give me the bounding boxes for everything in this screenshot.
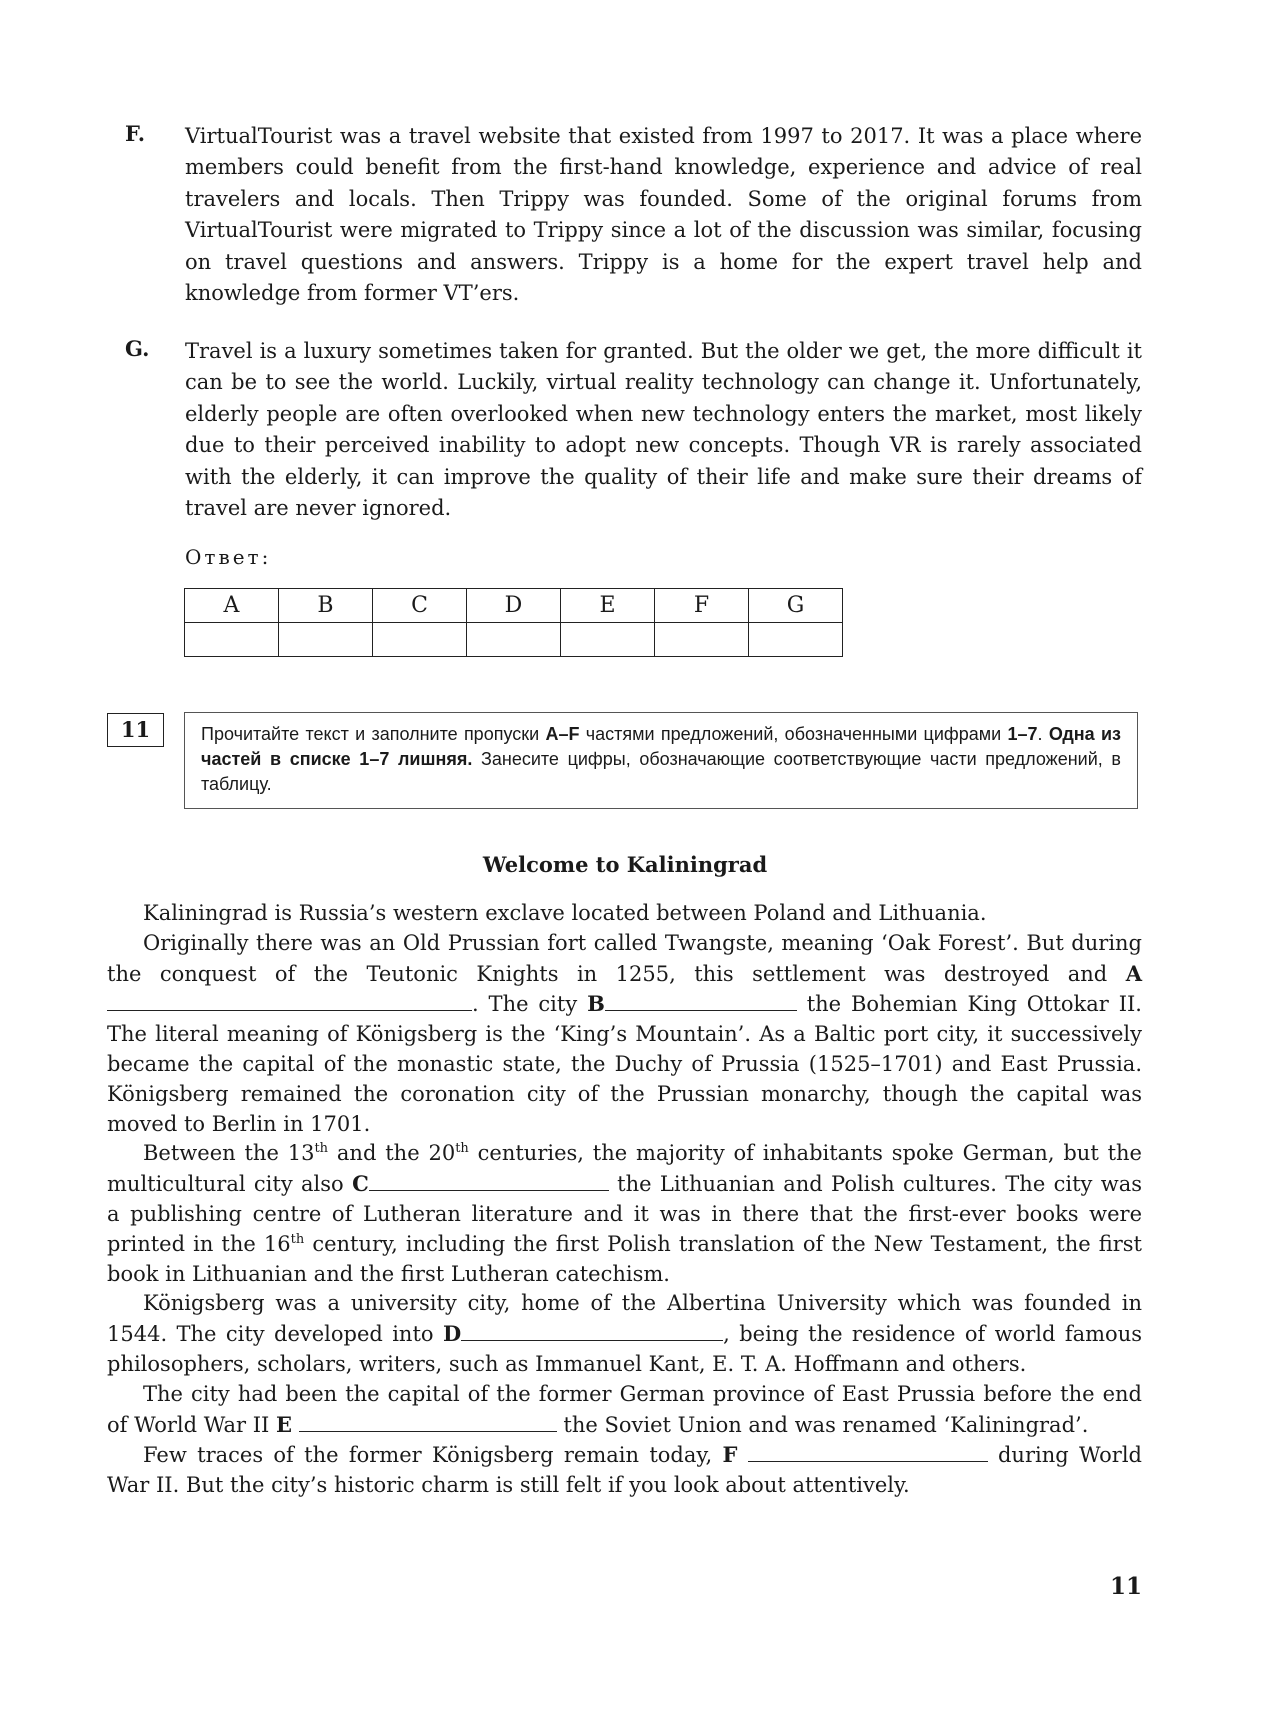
article-paragraph-6 <box>107 1440 1142 1501</box>
text-run: centuries, the majority of inhabitants spoke German, but the multicultural city also <box>107 1141 1142 1197</box>
answer-input-cell[interactable] <box>467 623 561 657</box>
instr-text: Занесите цифры, обозначающие соответствующие части предложений, в таблицу. <box>201 749 1121 794</box>
paragraph-letter-g: G. <box>125 336 150 361</box>
text-run: . The city <box>472 992 588 1017</box>
gap-blank-e[interactable] <box>299 1411 557 1432</box>
text-run: , being the residence of world famous philosophers, scholars, writers, such as Immanuel Kant, E. T. A. Hoffmann and others. <box>107 1322 1142 1376</box>
gap-letter-a: A <box>1125 960 1142 986</box>
gap-letter-d: D <box>442 1321 462 1347</box>
answer-input-cell[interactable] <box>185 623 279 657</box>
gap-letter-c: C <box>352 1171 369 1197</box>
task-number-box: 11 <box>107 713 164 747</box>
gap-blank-d[interactable] <box>461 1320 723 1341</box>
text-run: The city had been the capital of the former German province of East Prussia before the end of World War II <box>107 1381 1142 1437</box>
instr-bold-range: A–F <box>545 724 580 744</box>
answer-header-cell: C <box>373 589 467 623</box>
page-number: 11 <box>1109 1573 1142 1600</box>
text-run: Originally there was an Old Prussian fort called Twangste, meaning ‘Oak Forest’. But during the conquest of the Teutonic Knights in 1255, this settlement was destroyed and <box>107 930 1142 986</box>
instr-text: . <box>1037 724 1049 744</box>
instr-bold-note: Одна из частей в списке 1–7 лишняя. <box>201 724 1121 769</box>
text-run: and the 20 <box>328 1141 456 1166</box>
answer-header-cell: G <box>749 589 843 623</box>
text-run: the Soviet Union and was renamed ‘Kaliningrad’. <box>556 1412 1089 1437</box>
gap-letter-e: E <box>276 1411 293 1437</box>
article-paragraph-1: Kaliningrad is Russia’s western exclave located between Poland and Lithuania. <box>143 901 987 925</box>
text-run: the Lithuanian and Polish cultures. The city was a publishing centre of Lutheran literature and it was in there that the first-ever books were printed in the 16 <box>107 1172 1143 1256</box>
answer-header-cell: E <box>561 589 655 623</box>
paragraph-f-text: VirtualTourist was a travel website that existed from 1997 to 2017. It was a place where members could benefit from the first-hand knowledge, experience and advice of real travelers and locals. Then Trippy was founded. Some of the original forums from VirtualTourist were migrated to Trippy since a lot of the discussion was similar, focusing on travel questions and answers. Trippy is a home for the expert travel help and knowledge from former VT’ers. <box>185 124 1142 306</box>
answer-input-cell[interactable] <box>373 623 467 657</box>
text-run: Königsberg was a university city, home of the Albertina University which was founded in 1544. The city developed into <box>107 1291 1142 1347</box>
article-paragraph-4 <box>107 1289 1142 1379</box>
answer-table-input-row[interactable] <box>185 623 843 657</box>
answer-header-cell: B <box>279 589 373 623</box>
task-instructions <box>184 712 1138 809</box>
gap-blank-b[interactable] <box>605 990 797 1011</box>
instr-text: Прочитайте текст и заполните пропуски <box>201 724 546 744</box>
answer-table <box>184 588 843 657</box>
text-run: the Bohemian King Ottokar II. The literal meaning of Königsberg is the ‘King’s Mountain’. As a Baltic port city, it successively became the capital of the monastic state, the Duchy of Prussia (1525–1701) and East Prussia. Königsberg remained the coronation city of the Prussian monarchy, though the capital was moved to Berlin in 1701. <box>107 992 1142 1136</box>
answer-input-cell[interactable] <box>749 623 843 657</box>
paragraph-letter-f: F. <box>125 121 146 146</box>
article-paragraph-3 <box>107 1139 1142 1289</box>
article-title: Welcome to Kaliningrad <box>482 852 768 877</box>
article-body <box>107 899 1142 1501</box>
answer-header-cell: D <box>467 589 561 623</box>
answer-label: Ответ: <box>185 545 272 569</box>
text-run: Few traces of the former Königsberg remain today, <box>143 1443 723 1468</box>
article-paragraph-5 <box>107 1380 1142 1441</box>
gap-blank-f[interactable] <box>748 1441 988 1462</box>
answer-header-cell: F <box>655 589 749 623</box>
gap-letter-f: F <box>722 1442 738 1468</box>
gap-blank-c[interactable] <box>369 1170 609 1191</box>
superscript: th <box>314 1141 329 1157</box>
answer-table-header-row <box>185 589 843 623</box>
text-run: century, including the first Polish translation of the New Testament, the first book in Lithuanian and the first Lutheran catechism. <box>107 1231 1142 1286</box>
answer-input-cell[interactable] <box>655 623 749 657</box>
text-run: during World War II. But the city’s historic charm is still felt if you look about attentively. <box>107 1443 1142 1498</box>
superscript: th <box>455 1141 469 1157</box>
answer-input-cell[interactable] <box>561 623 655 657</box>
article-paragraph-2 <box>107 929 1142 1140</box>
instr-text: частями предложений, обозначенными цифрами <box>579 724 1008 744</box>
superscript: th <box>290 1231 305 1247</box>
gap-blank-a[interactable] <box>107 990 472 1011</box>
paragraph-g-text: Travel is a luxury sometimes taken for granted. But the older we get, the more difficult it can be to see the world. Luckily, virtual reality technology can change it. Unfortunately, elderly people are often overlooked when new technology enters the market, most likely due to their perceived inability to adopt new concepts. Though VR is rarely associated with the elderly, it can improve the quality of their life and make sure their dreams of travel are never ignored. <box>185 339 1142 521</box>
text-run: Between the 13 <box>143 1141 315 1166</box>
answer-header-cell: A <box>185 589 279 623</box>
gap-letter-b: B <box>587 991 605 1017</box>
answer-input-cell[interactable] <box>279 623 373 657</box>
instr-bold-range: 1–7 <box>1007 724 1038 744</box>
